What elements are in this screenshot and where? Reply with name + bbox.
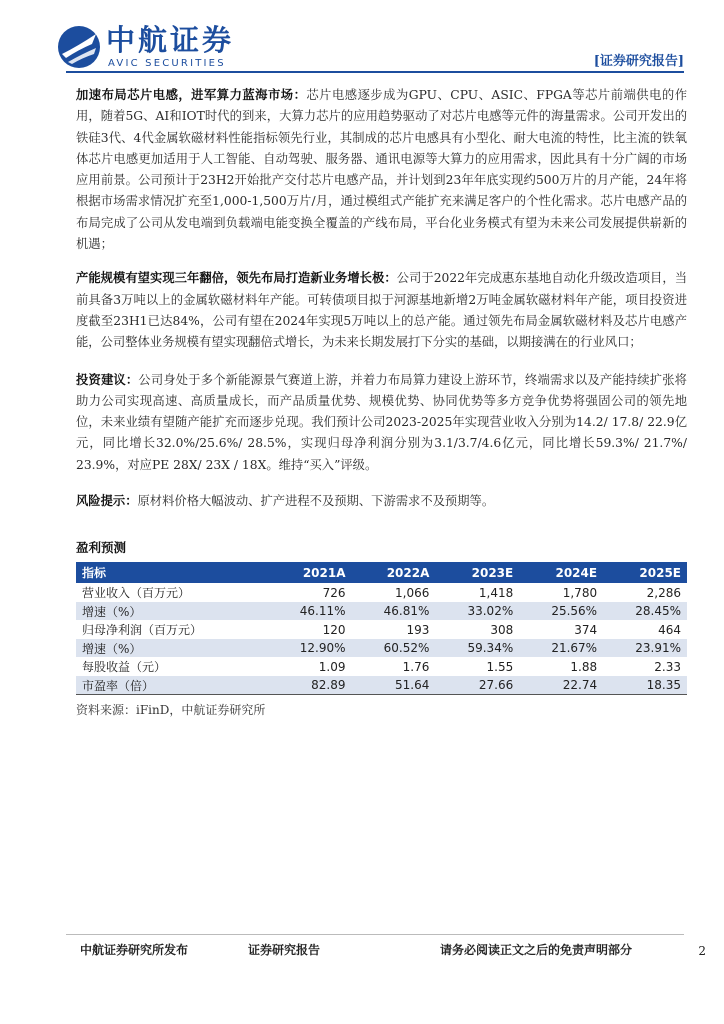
table-cell: 33.02% bbox=[435, 602, 519, 621]
table-header-row bbox=[76, 562, 687, 583]
table-cell: 46.81% bbox=[352, 602, 436, 621]
column-header: 2021A bbox=[268, 562, 352, 583]
table-cell: 1,418 bbox=[478, 585, 514, 600]
footer-divider bbox=[66, 934, 684, 935]
table-cell: 193 bbox=[406, 622, 430, 637]
paragraph-heading: 投资建议： bbox=[76, 371, 139, 387]
page-number: 2 bbox=[698, 944, 706, 958]
footer-publisher: 中航证券研究所发布 bbox=[80, 943, 189, 957]
paragraph-heading: 风险提示： bbox=[76, 493, 138, 509]
table-cell: 营业收入（百万元） bbox=[82, 586, 191, 601]
paragraph-text: 公司于2022年完成惠东基地自动化升级改造项目，当前具备3万吨以上的金属软磁材料年产能。可转债项目拟于河源基地新增2万吨金属软磁材料年产能，项目投资进度截至23H1已达84%，公司有望在2024年实现5万吨以上的总产能。通过领先布局金属软磁材料及芯片电感产能，公司整体业务规模有望实现翻倍式增长，为未来长期发展打下分实的基础，以期接满在的行业风口； bbox=[76, 271, 687, 350]
table-cell: 增速（%） bbox=[76, 602, 268, 621]
table-row bbox=[76, 620, 687, 639]
logo-english-name: AVIC SECURITIES bbox=[108, 58, 226, 69]
table-cell: 464 bbox=[658, 622, 681, 637]
paragraph-text: 芯片电感逐步成为GPU、CPU、ASIC、FPGA等芯片前端供电的作用，随着5G、AI和IOT时代的到来，大算力芯片的应用趋势驱动了对芯片电感等元件的海量需求。公司开发出的铁硅3代、4代金属软磁材料性能指标领先行业，其制成的芯片电感具有小型化、耐大电流的特性，比主流的铁氧体芯片电感更加适用于人工智能、自动驾驶、服务器、通讯电源等大算力的应用需求，因此具有十分广阔的市场应用前景。公司预计于23H2开始批产交付芯片电感产品，并计划到23年年底实现约500万片的月产能，24年将根据市场需求情况扩充至1,000-1,500万片/月，通过模组式产能扩充来满足客户的个性化需求。芯片电感产品的布局完成了公司从发电端到负载端电能变换全覆盖的产线布局，平台化业务模式有望为未来公司发展提供崭新的机遇； bbox=[76, 88, 687, 252]
table-cell: 1.76 bbox=[402, 659, 430, 674]
table-cell: 1.88 bbox=[570, 659, 598, 674]
table-row bbox=[76, 639, 687, 658]
table-cell: 120 bbox=[322, 622, 346, 637]
table-cell: 18.35 bbox=[603, 676, 687, 695]
table-cell: 增速（%） bbox=[76, 639, 268, 658]
table-cell: 2,286 bbox=[646, 585, 681, 600]
forecast-table-title: 盈利预测 bbox=[76, 540, 127, 556]
column-header: 2024E bbox=[519, 562, 603, 583]
paragraph-text: 原材料价格大幅波动、扩产进程不及预期、下游需求不及预期等。 bbox=[137, 494, 495, 509]
table-cell: 23.91% bbox=[603, 639, 687, 658]
report-body bbox=[76, 84, 687, 718]
column-header: 指标 bbox=[76, 562, 268, 583]
table-cell: 1.09 bbox=[318, 659, 346, 674]
table-cell: 22.74 bbox=[519, 676, 603, 695]
table-cell: 每股收益（元） bbox=[82, 660, 167, 675]
table-cell: 1,066 bbox=[395, 585, 430, 600]
footer-report-type: 证券研究报告 bbox=[248, 943, 321, 957]
avic-logo-icon bbox=[56, 24, 102, 70]
header-divider bbox=[66, 71, 684, 73]
report-type-label: [证券研究报告] bbox=[593, 54, 684, 69]
footer-disclaimer-note: 请务必阅读正文之后的免责声明部分 bbox=[440, 943, 633, 957]
table-cell: 308 bbox=[490, 622, 514, 637]
column-header: 2022A bbox=[352, 562, 436, 583]
table-row bbox=[76, 583, 687, 602]
table-cell: 51.64 bbox=[352, 676, 436, 695]
paragraph-chip-inductor bbox=[76, 84, 687, 255]
paragraph-heading: 加速布局芯片电感，进军算力蓝海市场： bbox=[76, 87, 307, 102]
paragraph-capacity bbox=[76, 267, 687, 353]
table-cell: 12.90% bbox=[268, 639, 352, 658]
table-cell: 28.45% bbox=[603, 602, 687, 621]
earnings-forecast-table bbox=[76, 562, 687, 695]
table-cell: 1,780 bbox=[562, 585, 598, 600]
paragraph-heading: 产能规模有望实现三年翻倍，领先布局打造新业务增长极： bbox=[76, 270, 397, 286]
table-cell: 市盈率（倍） bbox=[76, 676, 268, 695]
table-cell: 21.67% bbox=[519, 639, 603, 658]
table-row bbox=[76, 657, 687, 676]
table-row bbox=[76, 676, 687, 695]
table-row bbox=[76, 602, 687, 621]
column-header: 2025E bbox=[603, 562, 687, 583]
table-cell: 25.56% bbox=[519, 602, 603, 621]
table-cell: 726 bbox=[322, 585, 346, 600]
paragraph-text: 公司身处于多个新能源景气赛道上游，并着力布局算力建设上游环节，终端需求以及产能持续扩张将助力公司实现高速、高质量成长，而产品质量优势、规模优势、协同优势等多方竞争优势将强固公司的领先地位，未来业绩有望随产能扩充而逐步兑现。我们预计公司2023-2025年实现营业收入分别为14.2/ 17.8/ 22.9亿元，同比增长32.0%/25.6%/ 28.5%，实现归母净利润分别为3.1/3.7/4.6亿元，同比增长59.3%/ 21.7%/ 23.9%，对应PE 28X/ 23X / 18X。维持“买入”评级。 bbox=[76, 372, 687, 472]
logo-chinese-name: 中航证券 bbox=[106, 23, 235, 57]
table-cell: 82.89 bbox=[268, 676, 352, 695]
data-source-note: 资料来源：iFinD，中航证券研究所 bbox=[76, 703, 266, 718]
table-cell: 374 bbox=[574, 622, 598, 637]
company-logo bbox=[56, 22, 256, 74]
paragraph-risk-warning bbox=[76, 490, 687, 512]
table-cell: 60.52% bbox=[352, 639, 436, 658]
table-cell: 59.34% bbox=[435, 639, 519, 658]
table-cell: 2.33 bbox=[654, 659, 681, 674]
table-cell: 1.55 bbox=[486, 659, 514, 674]
table-cell: 归母净利润（百万元） bbox=[82, 623, 203, 638]
table-cell: 46.11% bbox=[268, 602, 352, 621]
column-header: 2023E bbox=[435, 562, 519, 583]
table-cell: 27.66 bbox=[435, 676, 519, 695]
paragraph-investment-advice bbox=[76, 369, 687, 476]
